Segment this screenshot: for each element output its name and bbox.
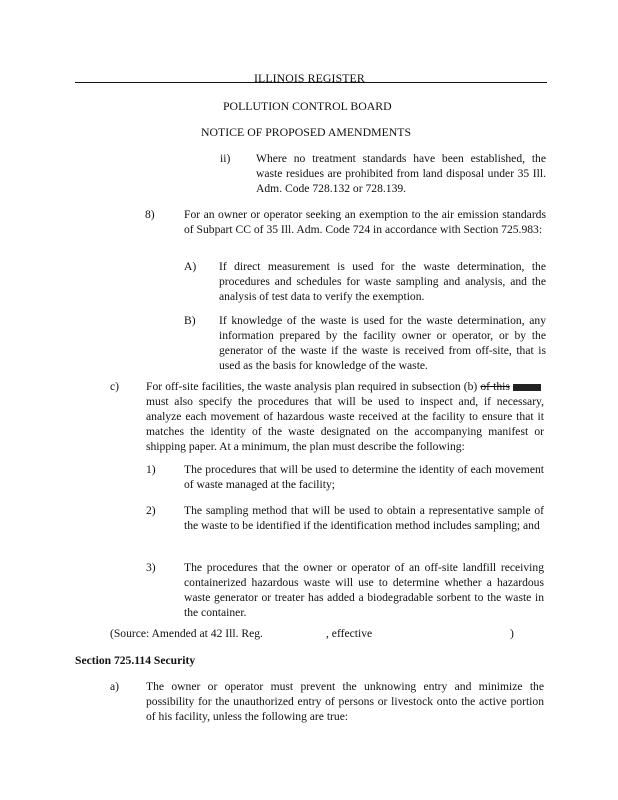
source-close: ): [510, 627, 514, 640]
item-c-text-after: must also specify the procedures that will be used to inspect and, if necessary, analyze each movement of hazardous waste received at the facility to ensure that it matches the identity of the waste designated on the accompanying manifest or shipping paper. At a minimum, the plan must describe the following:: [146, 395, 544, 453]
item-B-label: B): [184, 314, 196, 327]
item-3-label: 3): [146, 561, 156, 574]
item-1-label: 1): [146, 463, 156, 476]
source-effective: , effective: [326, 627, 373, 640]
item-A-text: If direct measurement is used for the waste determination, the procedures and schedules for waste sampling and analysis, and the analysis of test data to verify the exemption.: [219, 260, 546, 303]
item-8-text: For an owner or operator seeking an exemption to the air emission standards of Subpart CC of 35 Ill. Adm. Code 724 in accordance with Section 725.983:: [184, 208, 546, 236]
item-2-label: 2): [146, 504, 156, 517]
item-c-struck-text: of this: [480, 380, 510, 393]
item-2-text: The sampling method that will be used to obtain a representative sample of the waste to be identified if the identification method includes sampling; and: [184, 504, 544, 532]
item-3-text: The procedures that the owner or operator of an off-site landfill receiving containerized hazardous waste will use to determine whether a hazardous waste generator or treater has added a biodegradable sorbent to the waste in the container.: [184, 561, 544, 619]
item-ii-label: ii): [220, 152, 231, 165]
item-1-text: The procedures that will be used to determine the identity of each movement of waste managed at the facility;: [184, 463, 544, 491]
item-c-text: [146, 379, 544, 454]
item-c-text-before: For off-site facilities, the waste analysis plan required in subsection (b): [146, 380, 478, 393]
item-a-text: The owner or operator must prevent the unknowing entry and minimize the possibility for the unauthorized entry of persons or livestock onto the active portion of his facility, unless the following are true:: [146, 680, 544, 723]
item-8-label: 8): [145, 208, 155, 221]
item-a-label: a): [110, 680, 120, 693]
item-A-label: A): [184, 260, 197, 273]
notice-title: NOTICE OF PROPOSED AMENDMENTS: [201, 125, 412, 139]
section-heading: Section 725.114 Security: [75, 654, 196, 667]
redaction-mark: [513, 384, 541, 391]
board-title: POLLUTION CONTROL BOARD: [223, 99, 392, 113]
source-prefix: (Source: Amended at 42 Ill. Reg.: [110, 627, 263, 640]
item-c-label: c): [110, 380, 120, 393]
header-rule: [75, 82, 547, 83]
register-title: ILLINOIS REGISTER: [254, 71, 365, 85]
item-B-text: If knowledge of the waste is used for the waste determination, any information prepared by the facility owner or operator, or by the generator of the waste if the waste is received from off-site, that is used as the basis for knowledge of the waste.: [219, 314, 546, 372]
item-ii-text: Where no treatment standards have been established, the waste residues are prohibited from land disposal under 35 Ill. Adm. Code 728.132 or 728.139.: [256, 152, 546, 195]
